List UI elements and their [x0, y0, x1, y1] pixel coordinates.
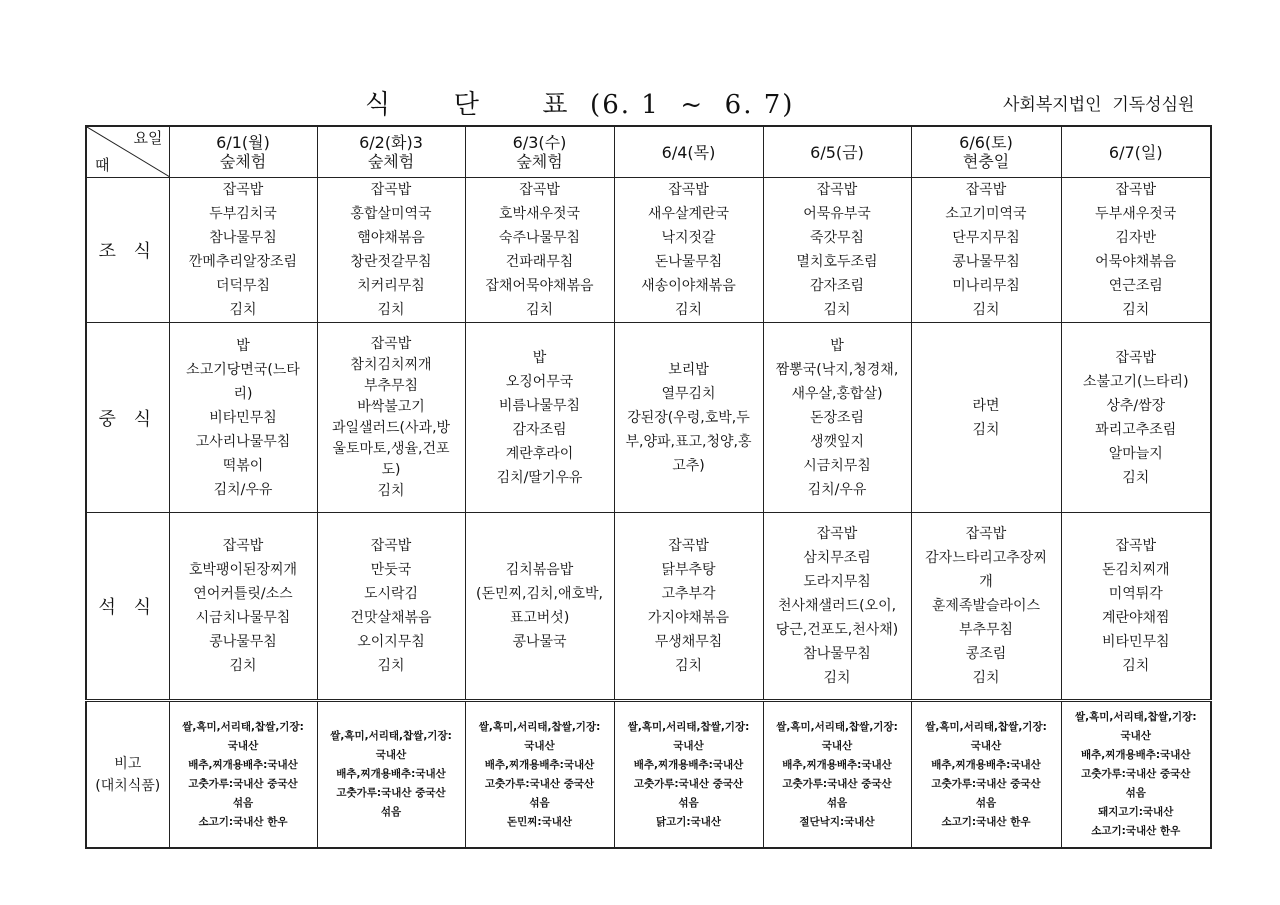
origin-note-cell: 쌀,흑미,서리태,찹쌀,기장: 국내산 배추,찌개용배추:국내산 고춧가루:국내산 중국산 섞음 돈민찌:국내산: [465, 701, 614, 849]
menu-cell: 잡곡밥 돈김치찌개 미역튀각 계란야채찜 비타민무침 김치: [1061, 513, 1211, 701]
menu-cell: 잡곡밥 삼치무조림 도라지무침 천사채샐러드(오이, 당근,건포도,천사채) 참나물무침 김치: [763, 513, 911, 701]
lunch-row: [86, 323, 1211, 513]
day-header: 6/3(수) 숲체험: [465, 126, 614, 178]
row-label-lunch: 중 식: [86, 323, 169, 513]
day-header: 6/2(화)3 숲체험: [317, 126, 465, 178]
menu-cell: 보리밥 열무김치 강된장(우렁,호박,두 부,양파,표고,청양,홍 고추): [614, 323, 763, 513]
day-header: 6/6(토) 현충일: [911, 126, 1061, 178]
menu-cell: 잡곡밥 참치김치찌개 부추무침 바싹불고기 과일샐러드(사과,방 울토마토,생율,건포 도) 김치: [317, 323, 465, 513]
menu-cell: 잡곡밥 호박팽이된장찌개 연어커틀릿/소스 시금치나물무침 콩나물무침 김치: [169, 513, 317, 701]
menu-cell: 잡곡밥 호박새우젓국 숙주나물무침 건파래무침 잡채어묵야채볶음 김치: [465, 178, 614, 323]
row-label-notes: 비고 (대치식품): [86, 701, 169, 849]
day-header: 6/4(목): [614, 126, 763, 178]
origin-note-cell: 쌀,흑미,서리태,찹쌀,기장: 국내산 배추,찌개용배추:국내산 고춧가루:국내산 중국산 섞음 돼지고기:국내산 소고기:국내산 한우: [1061, 701, 1211, 849]
origin-note-cell: 쌀,흑미,서리태,찹쌀,기장: 국내산 배추,찌개용배추:국내산 고춧가루:국내산 중국산 섞음 절단낙지:국내산: [763, 701, 911, 849]
menu-cell: 잡곡밥 감자느타리고추장찌 개 훈제족발슬라이스 부추무침 콩조림 김치: [911, 513, 1061, 701]
meal-plan-table: [85, 125, 1212, 849]
menu-cell: 김치볶음밥 (돈민찌,김치,애호박, 표고버섯) 콩나물국: [465, 513, 614, 701]
menu-cell: 잡곡밥 소고기미역국 단무지무침 콩나물무침 미나리무침 김치: [911, 178, 1061, 323]
menu-cell: 밥 오징어무국 비름나물무침 감자조림 계란후라이 김치/딸기우유: [465, 323, 614, 513]
corner-meal-label: 때: [95, 156, 110, 174]
notes-row: [86, 701, 1211, 849]
menu-cell: 잡곡밥 두부새우젓국 김자반 어묵야채볶음 연근조림 김치: [1061, 178, 1211, 323]
menu-cell: 잡곡밥 만둣국 도시락김 건맛살채볶음 오이지무침 김치: [317, 513, 465, 701]
corner-day-label: 요일: [133, 129, 163, 147]
menu-cell: 밥 소고기당면국(느타 리) 비타민무침 고사리나물무침 떡볶이 김치/우유: [169, 323, 317, 513]
menu-cell: 잡곡밥 홍합살미역국 햄야채볶음 창란젓갈무침 치커리무침 김치: [317, 178, 465, 323]
day-header: 6/7(일): [1061, 126, 1211, 178]
organization-name: 사회복지법인 기독성심원: [1003, 95, 1195, 115]
menu-cell: 밥 짬뽕국(낙지,청경채, 새우살,홍합살) 돈장조림 생깻잎지 시금치무침 김치/우유: [763, 323, 911, 513]
day-header: 6/5(금): [763, 126, 911, 178]
row-label-dinner: 석 식: [86, 513, 169, 701]
menu-cell: 잡곡밥 어묵유부국 죽갓무침 멸치호두조림 감자조림 김치: [763, 178, 911, 323]
menu-cell: 잡곡밥 소불고기(느타리) 상추/쌈장 꽈리고추조림 알마늘지 김치: [1061, 323, 1211, 513]
menu-cell: 잡곡밥 두부김치국 참나물무침 깐메추리알장조림 더덕무침 김치: [169, 178, 317, 323]
row-label-breakfast: 조 식: [86, 178, 169, 323]
corner-cell: [86, 126, 169, 178]
page-title: 식 단 표 (6. 1 ~ 6. 7): [365, 90, 795, 120]
origin-note-cell: 쌀,흑미,서리태,찹쌀,기장: 국내산 배추,찌개용배추:국내산 고춧가루:국내산 중국산 섞음: [317, 701, 465, 849]
origin-note-cell: 쌀,흑미,서리태,찹쌀,기장: 국내산 배추,찌개용배추:국내산 고춧가루:국내산 중국산 섞음 닭고기:국내산: [614, 701, 763, 849]
dinner-row: [86, 513, 1211, 701]
origin-note-cell: 쌀,흑미,서리태,찹쌀,기장: 국내산 배추,찌개용배추:국내산 고춧가루:국내산 중국산 섞음 소고기:국내산 한우: [169, 701, 317, 849]
day-header: 6/1(월) 숲체험: [169, 126, 317, 178]
menu-cell: 잡곡밥 닭부추탕 고추부각 가지야채볶음 무생채무침 김치: [614, 513, 763, 701]
breakfast-row: [86, 178, 1211, 323]
menu-cell: 잡곡밥 새우살계란국 낙지젓갈 돈나물무침 새송이야채볶음 김치: [614, 178, 763, 323]
header-row: [86, 126, 1211, 178]
menu-cell: 라면 김치: [911, 323, 1061, 513]
origin-note-cell: 쌀,흑미,서리태,찹쌀,기장: 국내산 배추,찌개용배추:국내산 고춧가루:국내산 중국산 섞음 소고기:국내산 한우: [911, 701, 1061, 849]
